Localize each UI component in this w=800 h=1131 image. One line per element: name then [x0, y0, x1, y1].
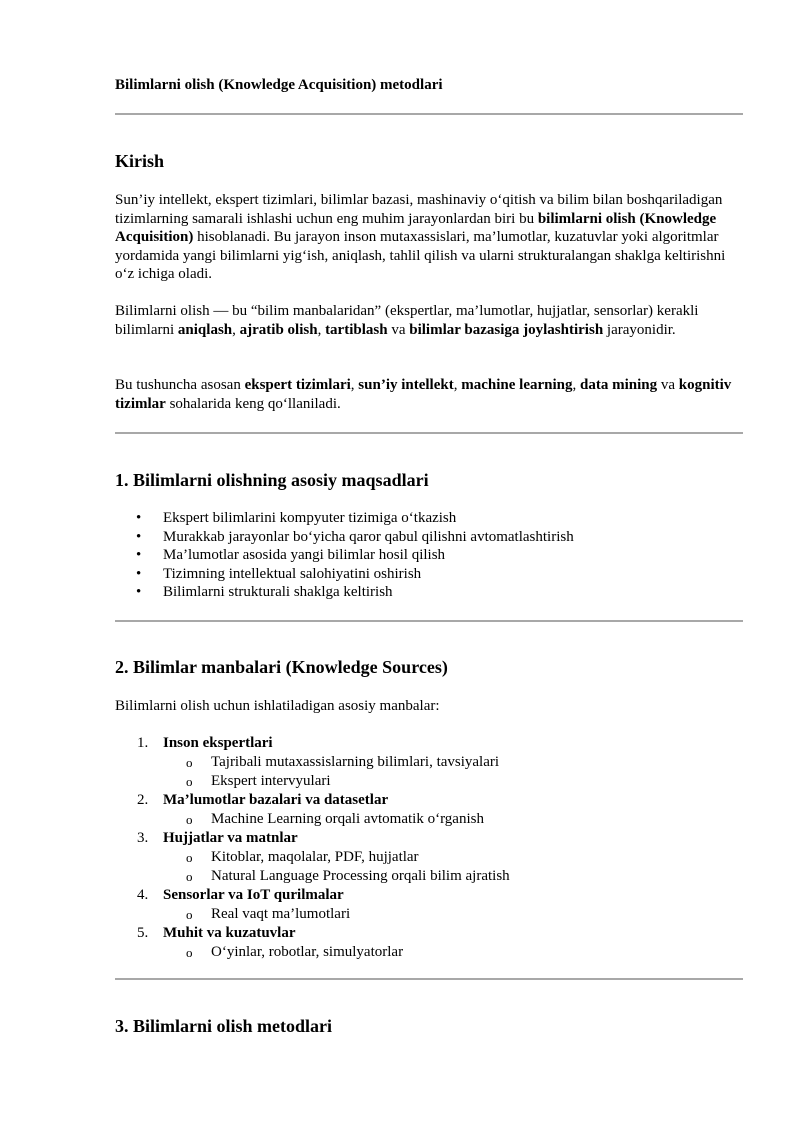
source-item [115, 886, 510, 905]
bold-term: ekspert tizimlari [244, 377, 351, 393]
horizontal-rule [115, 432, 743, 434]
subitem-text: O‘yinlar, robotlar, simulyatorlar [211, 944, 404, 960]
source-subitem [115, 905, 510, 924]
list-item-text: Ekspert bilimlarini kompyuter tizimiga o‘tkazish [163, 510, 457, 526]
text-run: jarayonidir. [603, 321, 676, 338]
source-item [115, 791, 510, 810]
text-run: , [350, 377, 359, 393]
circle-bullet-icon: o [186, 850, 193, 865]
text-run: va [657, 377, 679, 393]
text-run: , [317, 321, 326, 338]
source-title: Muhit va kuzatuvlar [163, 925, 296, 941]
sources-list [115, 734, 510, 962]
subitem-text: Kitoblar, maqolalar, PDF, hujjatlar [211, 849, 419, 865]
sources-intro: Bilimlarni olish uchun ishlatiladigan asosiy manbalar: [115, 698, 440, 714]
subitem-text: Natural Language Processing orqali bilim ajratish [211, 868, 510, 884]
circle-bullet-icon: o [186, 907, 193, 922]
text-run: va [387, 321, 410, 338]
list-number: 5. [137, 925, 149, 941]
list-item-text: Murakkab jarayonlar bo‘yicha qaror qabul qilishni avtomatlashtirish [163, 528, 574, 545]
text-run: sohalarida keng qo‘llaniladi. [165, 395, 341, 412]
source-title: Sensorlar va IoT qurilmalar [163, 887, 344, 903]
list-number: 2. [137, 792, 149, 808]
source-title: Hujjatlar va matnlar [163, 830, 298, 846]
source-subitem [115, 943, 510, 962]
subitem-text: Ekspert intervyulari [211, 773, 331, 789]
bullet-icon: • [136, 547, 142, 563]
text-run: hisoblanadi. Bu jarayon inson mutaxassislari, ma’lumotlar, kuzatuvlar yoki algoritmlar yordamida yangi bilimlarni yig‘ish, aniqlash, tahlil qilish va ularni strukturalangan shaklga keltirishni o‘z ichiga oladi. [115, 229, 726, 282]
list-number: 1. [137, 735, 149, 751]
document-title: Bilimlarni olish (Knowledge Acquisition) metodlari [115, 77, 443, 93]
list-item-text: Tizimning intellektual salohiyatini oshirish [163, 565, 422, 582]
text-run: , [453, 377, 462, 393]
subitem-text: Real vaqt ma’lumotlari [211, 906, 351, 922]
list-number: 3. [137, 830, 149, 846]
bold-term: data mining [579, 377, 658, 393]
list-item-text: Ma’lumotlar asosida yangi bilimlar hosil qilish [163, 547, 446, 563]
bullet-icon: • [136, 565, 142, 582]
source-title: Inson ekspertlari [163, 735, 273, 751]
source-title: Ma’lumotlar bazalari va datasetlar [163, 792, 389, 808]
source-item [115, 734, 510, 753]
intro-paragraph-1 [115, 191, 743, 284]
source-subitem [115, 810, 510, 829]
section-heading-3: 3. Bilimlarni olish metodlari [115, 1016, 333, 1036]
subitem-text: Machine Learning orqali avtomatik o‘rganish [211, 811, 484, 827]
goals-list [115, 509, 574, 602]
list-item [115, 528, 574, 547]
section-heading-kirish: Kirish [115, 151, 165, 171]
bold-term: machine learning [461, 377, 573, 393]
bold-term: ajratib olish [239, 321, 318, 338]
subitem-text: Tajribali mutaxassislarning bilimlari, tavsiyalari [211, 754, 500, 770]
bullet-icon: • [136, 510, 142, 526]
bold-term: tartiblash [325, 321, 388, 338]
list-item [115, 565, 574, 584]
intro-paragraph-3 [115, 376, 743, 413]
list-item [115, 583, 574, 602]
source-subitem [115, 867, 510, 886]
circle-bullet-icon: o [186, 945, 193, 960]
text-run: Bu tushuncha asosan [115, 377, 245, 393]
list-number: 4. [137, 887, 149, 903]
text-run: Bilimlarni olish — bu “bilim manbalaridan” (ekspertlar, ma’lumotlar, hujjatlar, sensorlar) kerakli bilimlarni [115, 303, 699, 338]
text-run: , [232, 321, 240, 338]
circle-bullet-icon: o [186, 812, 193, 827]
section-heading-2: 2. Bilimlar manbalari (Knowledge Sources) [115, 657, 448, 677]
source-item [115, 829, 510, 848]
bullet-icon: • [136, 584, 142, 600]
list-item-text: Bilimlarni strukturali shaklga keltirish [163, 584, 393, 600]
intro-paragraph-2 [115, 302, 743, 339]
circle-bullet-icon: o [186, 869, 193, 884]
circle-bullet-icon: o [186, 755, 193, 770]
horizontal-rule [115, 113, 743, 115]
section-heading-1: 1. Bilimlarni olishning asosiy maqsadlari [115, 470, 429, 490]
horizontal-rule [115, 978, 743, 980]
source-subitem [115, 772, 510, 791]
list-item [115, 546, 574, 565]
list-item [115, 509, 574, 528]
bold-term: kognitiv tizimlar [115, 377, 732, 412]
circle-bullet-icon: o [186, 774, 193, 789]
text-run: Sun’iy intellekt, ekspert tizimlari, bilimlar bazasi, mashinaviy o‘qitish va bilim bilan boshqariladigan tizimlarning samarali ishlashi uchun eng muhim jarayonlardan biri bu [115, 192, 723, 227]
text-run: , [572, 377, 580, 393]
horizontal-rule [115, 620, 743, 622]
bold-term: bilimlarni olish (Knowledge Acquisition) [115, 210, 717, 245]
bold-term: sun’iy intellekt [358, 377, 454, 393]
source-item [115, 924, 510, 943]
source-subitem [115, 848, 510, 867]
bold-term: bilimlar bazasiga joylashtirish [409, 321, 604, 338]
bold-term: aniqlash [177, 321, 233, 338]
source-subitem [115, 753, 510, 772]
bullet-icon: • [136, 528, 142, 545]
